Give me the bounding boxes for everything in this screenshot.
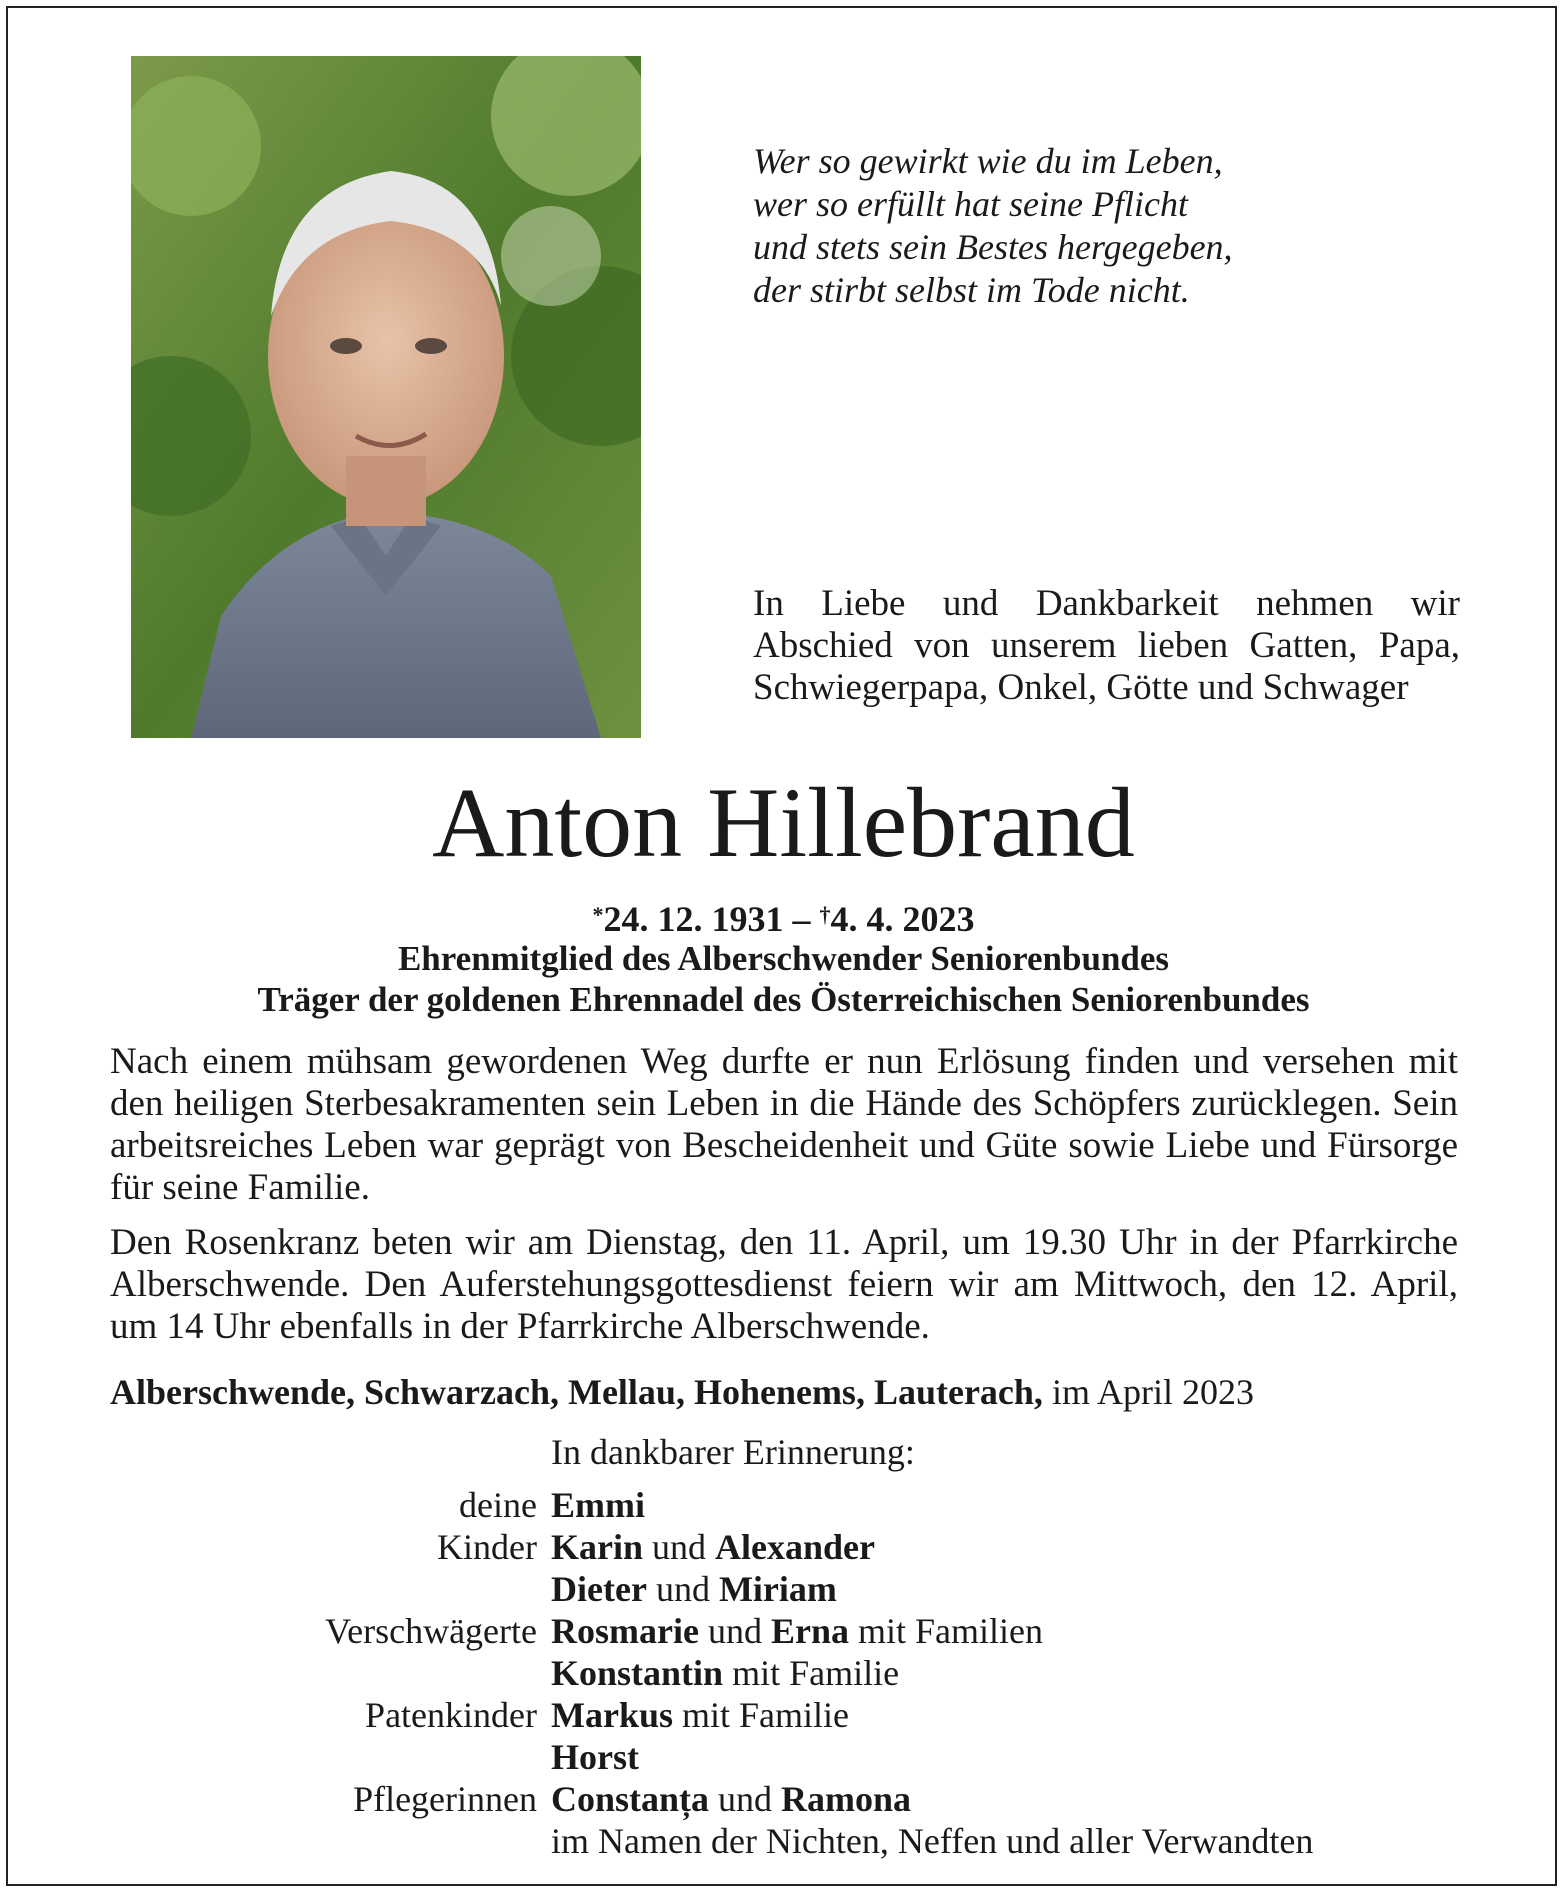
farewell-intro: In Liebe und Dankbarkeit nehmen wir Abschied von unserem lieben Gatten, Papa, Schwiegerpapa, Onkel, Götte und Schwager — [753, 583, 1460, 708]
family-row — [0, 1484, 1567, 1526]
family-role: deine — [459, 1485, 537, 1525]
poem — [753, 140, 1233, 312]
family-role: Pflegerinnen — [353, 1779, 537, 1819]
family-list — [0, 1484, 1567, 1820]
honor-line: Träger der goldenen Ehrennadel des Österreichischen Seniorenbundes — [257, 980, 1310, 1019]
family-name: Miriam — [718, 1569, 837, 1609]
service-paragraph: Den Rosenkranz beten wir am Dienstag, den 11. April, um 19.30 Uhr in der Pfarrkirche Alberschwende. Den Auferstehungsgottesdienst feiern wir am Mittwoch, den 12. April, um 14 Uhr ebenfalls in der Pfarrkirche Alberschwende. — [110, 1222, 1458, 1347]
family-connector: mit Familien — [848, 1611, 1043, 1651]
family-name: Konstantin — [551, 1653, 724, 1693]
family-name: Constanța — [551, 1779, 710, 1819]
family-name: Emmi — [551, 1485, 645, 1525]
family-connector: mit Familie — [673, 1695, 850, 1735]
poem-line: der stirbt selbst im Tode nicht. — [753, 270, 1190, 310]
family-role: Verschwägerte — [325, 1611, 537, 1651]
family-name: Erna — [770, 1611, 849, 1651]
portrait-photo — [131, 56, 641, 738]
family-row — [0, 1736, 1567, 1778]
family-connector: und — [646, 1569, 719, 1609]
birth-symbol: * — [592, 902, 604, 927]
family-row — [0, 1778, 1567, 1820]
family-role: Kinder — [437, 1527, 537, 1567]
poem-line: Wer so gewirkt wie du im Leben, — [753, 141, 1223, 181]
family-row — [0, 1610, 1567, 1652]
death-symbol: † — [819, 902, 831, 927]
date-separator: – — [783, 899, 820, 939]
family-name: Markus — [551, 1695, 674, 1735]
closing-line: im Namen der Nichten, Neffen und aller Verwandten — [551, 1821, 1314, 1861]
family-name: Rosmarie — [551, 1611, 699, 1651]
birth-date: 24. 12. 1931 — [603, 899, 784, 939]
family-connector: und — [698, 1611, 771, 1651]
death-date: 4. 4. 2023 — [830, 899, 975, 939]
family-name: Ramona — [781, 1779, 912, 1819]
family-name: Dieter — [551, 1569, 647, 1609]
family-name: Alexander — [715, 1527, 875, 1567]
poem-line: und stets sein Bestes hergegeben, — [753, 227, 1233, 267]
remembrance-label: In dankbarer Erinnerung: — [551, 1432, 915, 1472]
family-connector: und — [709, 1779, 782, 1819]
family-connector: und — [643, 1527, 716, 1567]
places-list: Alberschwende, Schwarzach, Mellau, Hohenems, Lauterach, — [110, 1372, 1043, 1412]
family-name: Horst — [551, 1737, 639, 1777]
places-date-line — [110, 1372, 1254, 1412]
family-row — [0, 1526, 1567, 1568]
life-dates — [0, 899, 1567, 939]
family-row — [0, 1568, 1567, 1610]
family-row — [0, 1652, 1567, 1694]
family-name: Karin — [551, 1527, 644, 1567]
family-row — [0, 1694, 1567, 1736]
notice-date: im April 2023 — [1042, 1372, 1254, 1412]
family-role: Patenkinder — [365, 1695, 537, 1735]
family-connector: mit Familie — [723, 1653, 900, 1693]
poem-line: wer so erfüllt hat seine Pflicht — [753, 184, 1188, 224]
honor-line: Ehrenmitglied des Alberschwender Seniorenbundes — [397, 939, 1170, 978]
obituary-paragraph: Nach einem mühsam gewordenen Weg durfte er nun Erlösung finden und versehen mit den heiligen Sterbesakramenten sein Leben in die Hände des Schöpfers zurücklegen. Sein arbeitsreiches Leben war geprägt von Bescheidenheit und Güte sowie Liebe und Fürsorge für seine Familie. — [110, 1041, 1458, 1208]
deceased-name: Anton Hillebrand — [432, 767, 1135, 878]
